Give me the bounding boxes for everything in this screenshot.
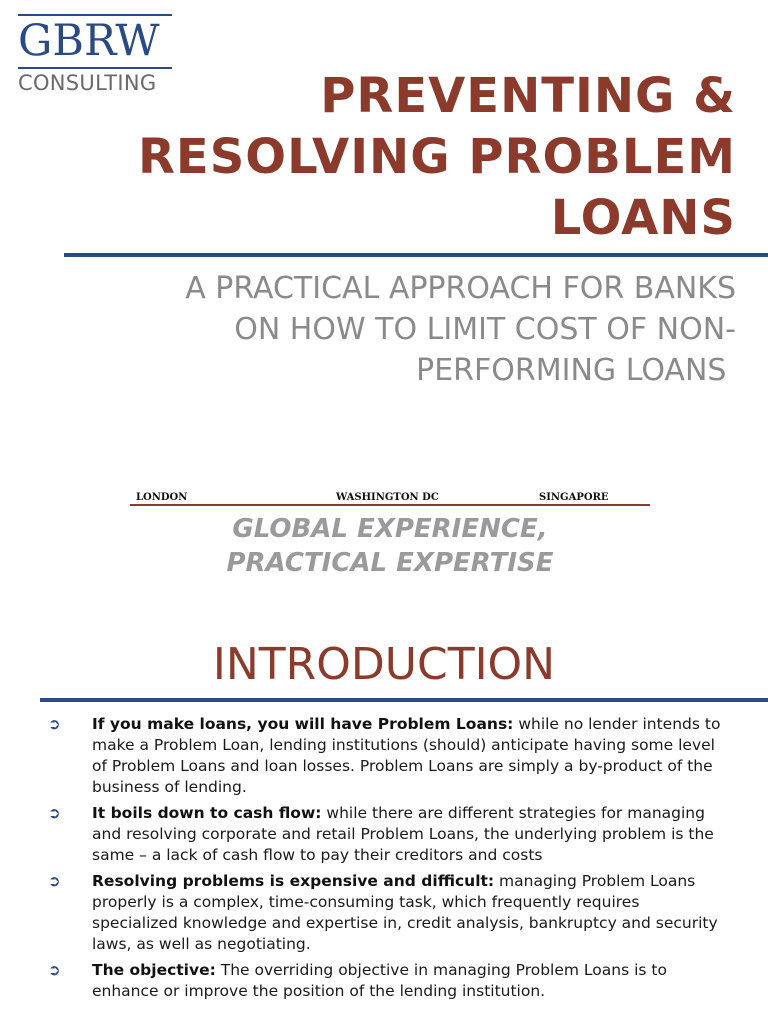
locations-divider bbox=[130, 504, 650, 506]
tagline-line: PRACTICAL EXPERTISE bbox=[226, 548, 554, 578]
list-item bbox=[44, 803, 724, 866]
title-divider bbox=[64, 253, 768, 257]
city-singapore: SINGAPORE bbox=[539, 492, 609, 503]
bullet-heading: Resolving problems is expensive and difficult: bbox=[92, 872, 495, 890]
tagline-line: GLOBAL EXPERIENCE, bbox=[232, 514, 548, 544]
subtitle-line: A PRACTICAL APPROACH FOR BANKS bbox=[185, 271, 736, 306]
subtitle-line bbox=[76, 350, 736, 391]
intro-bullet-list bbox=[44, 714, 724, 1007]
bullet-heading: It boils down to cash flow: bbox=[92, 804, 322, 822]
section-divider bbox=[40, 698, 768, 702]
list-item bbox=[44, 714, 724, 798]
title-line: LOANS bbox=[550, 190, 736, 246]
page-subtitle bbox=[76, 268, 736, 391]
tagline bbox=[130, 512, 650, 580]
arrow-bullet-icon: ➲ bbox=[48, 961, 61, 979]
bullet-text: while there are different strategies for managing and resolving corporate and retail Problem Loans, the underlying problem is the same – a lack of cash flow to pay their creditors and costs bbox=[92, 804, 714, 864]
bullet-text: while no lender intends to make a Problem Loan, lending institutions (should) anticipate having some level of Problem Loans and loan losses. Problem Loans are simply a by-product of the business of lending. bbox=[92, 715, 721, 796]
subtitle-line-text: PERFORMING LOANS bbox=[416, 353, 727, 388]
bullet-text: managing Problem Loans properly is a complex, time-consuming task, which frequently requires specialized knowledge and expertise in, credit analysis, bankruptcy and security laws, as well as negotiating. bbox=[92, 872, 718, 953]
title-line: PREVENTING & bbox=[320, 68, 736, 124]
list-item bbox=[44, 960, 724, 1002]
list-item bbox=[44, 871, 724, 955]
arrow-bullet-icon: ➲ bbox=[48, 715, 61, 733]
section-heading: INTRODUCTION bbox=[212, 639, 556, 690]
logo-wordmark: GBRW bbox=[18, 16, 160, 66]
arrow-bullet-icon: ➲ bbox=[48, 872, 61, 890]
subtitle-line: ON HOW TO LIMIT COST OF NON- bbox=[234, 312, 736, 347]
city-london: LONDON bbox=[136, 492, 188, 503]
page-title bbox=[76, 66, 736, 249]
bullet-heading: If you make loans, you will have Problem Loans: bbox=[92, 715, 514, 733]
city-washington: WASHINGTON DC bbox=[336, 492, 439, 503]
arrow-bullet-icon: ➲ bbox=[48, 804, 61, 822]
bullet-heading: The objective: bbox=[92, 961, 216, 979]
bullet-text: The overriding objective in managing Problem Loans is to enhance or improve the position of the lending institution. bbox=[92, 961, 667, 1000]
title-line: RESOLVING PROBLEM bbox=[137, 129, 736, 185]
logo-subtitle: CONSULTING bbox=[18, 71, 157, 95]
